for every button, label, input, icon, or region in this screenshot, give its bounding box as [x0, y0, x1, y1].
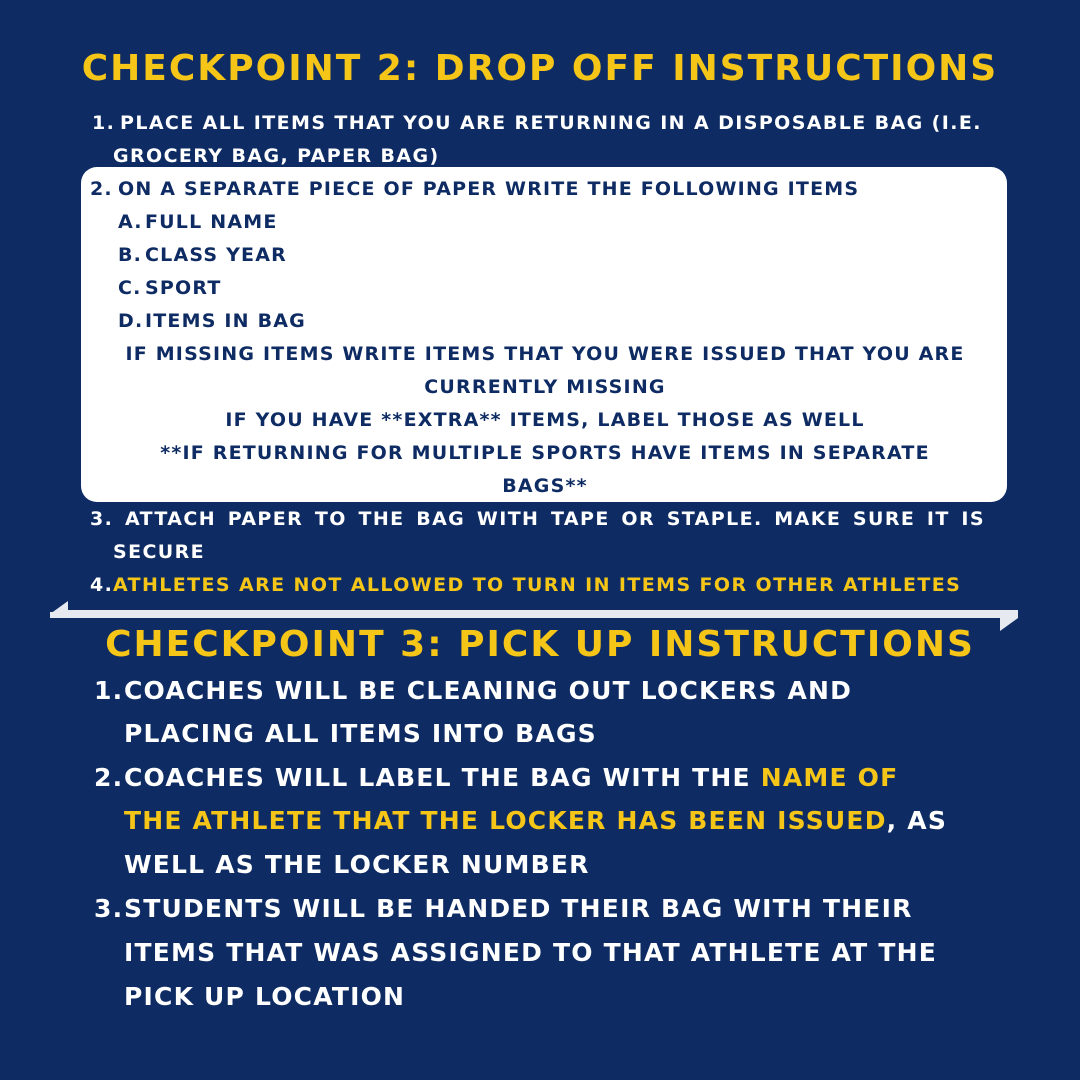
subitem-c-letter: C. [118, 277, 142, 299]
step-1-line-1: PLACE ALL ITEMS THAT YOU ARE RETURNING IN A DISPOSABLE BAG (I.E. [120, 112, 982, 134]
step-4-text: ATHLETES ARE NOT ALLOWED TO TURN IN ITEMS FOR OTHER ATHLETES [113, 574, 962, 596]
step-2-number: 2. [90, 178, 113, 200]
pickup-item-2-line-2-white: , AS [886, 806, 948, 835]
missing-items-note-line-1: IF MISSING ITEMS WRITE ITEMS THAT YOU WERE ISSUED THAT YOU ARE [125, 343, 965, 365]
pickup-item-1-number: 1. [94, 676, 124, 705]
step-1-number: 1. [92, 112, 116, 134]
subitem-a-letter: A. [118, 211, 143, 233]
subitem-c-text: SPORT [145, 277, 222, 299]
pickup-item-3-line-3: PICK UP LOCATION [124, 982, 406, 1011]
subitem-b-text: CLASS YEAR [145, 244, 287, 266]
pickup-item-2-line-2 [124, 806, 947, 835]
subitem-d-text: ITEMS IN BAG [145, 310, 306, 332]
subitem-d-letter: D. [118, 310, 144, 332]
pickup-item-2-number: 2. [94, 763, 124, 792]
extra-items-note: IF YOU HAVE **EXTRA** ITEMS, LABEL THOSE AS WELL [225, 409, 865, 431]
multiple-sports-note-line-2: BAGS** [502, 475, 588, 497]
pickup-item-2-line-1-white: COACHES WILL LABEL THE BAG WITH THE [124, 763, 761, 792]
step-3-line-1: ATTACH PAPER TO THE BAG WITH TAPE OR STAPLE. MAKE SURE IT IS [125, 508, 985, 530]
missing-items-note-line-2: CURRENTLY MISSING [424, 376, 666, 398]
pickup-item-3-line-1: STUDENTS WILL BE HANDED THEIR BAG WITH THEIR [124, 894, 913, 923]
pickup-item-2-highlight-start: NAME OF [760, 763, 899, 792]
subitem-a-text: FULL NAME [145, 211, 278, 233]
step-4-number: 4. [90, 574, 114, 596]
step-3-line-2: SECURE [113, 541, 206, 563]
multiple-sports-note-line-1: **IF RETURNING FOR MULTIPLE SPORTS HAVE ITEMS IN SEPARATE [160, 442, 930, 464]
pickup-item-2-highlight-end: THE ATHLETE THAT THE LOCKER HAS BEEN ISSUED [124, 806, 887, 835]
step-3-number: 3. [90, 508, 114, 530]
checkpoint-2-title: CHECKPOINT 2: DROP OFF INSTRUCTIONS [81, 48, 999, 89]
pickup-item-1-line-1: COACHES WILL BE CLEANING OUT LOCKERS AND [124, 676, 853, 705]
checkpoint-3-title: CHECKPOINT 3: PICK UP INSTRUCTIONS [105, 624, 975, 665]
pickup-item-2-line-3: WELL AS THE LOCKER NUMBER [124, 850, 590, 879]
step-1-line-2: GROCERY BAG, PAPER BAG) [113, 145, 440, 167]
pickup-item-2-line-1 [124, 763, 898, 792]
subitem-b-letter: B. [118, 244, 143, 266]
pickup-item-3-number: 3. [94, 894, 124, 923]
pickup-item-1-line-2: PLACING ALL ITEMS INTO BAGS [124, 719, 597, 748]
pickup-item-3-line-2: ITEMS THAT WAS ASSIGNED TO THAT ATHLETE AT THE [124, 938, 937, 967]
step-2-text: ON A SEPARATE PIECE OF PAPER WRITE THE FOLLOWING ITEMS [118, 178, 860, 200]
